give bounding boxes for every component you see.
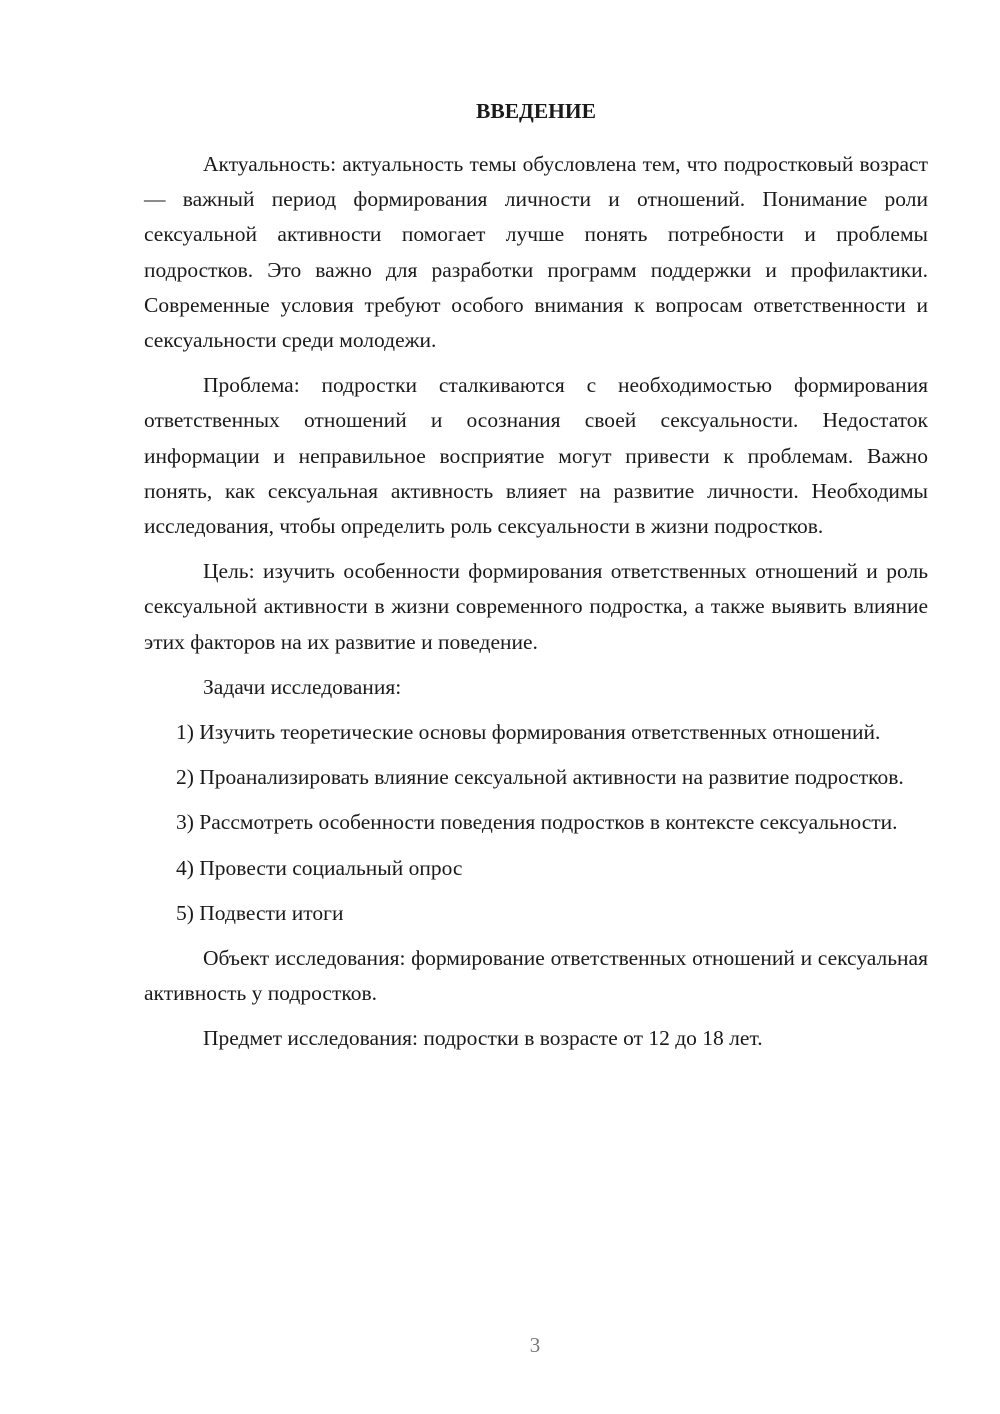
tasks-heading: Задачи исследования: (203, 674, 402, 699)
task-item: 5) Подвести итоги (176, 900, 344, 925)
page-number: 3 (529, 1333, 541, 1357)
goal-paragraph: Цель: изучить особенности формирования ответственных отношений и роль сексуальной активности в жизни современного подростка, а также выявить влияние этих факторов на их развитие и поведение. (144, 559, 928, 654)
research-object-paragraph: Объект исследования: формирование ответственных отношений и сексуальная активность у подростков. (144, 946, 928, 1006)
research-subject-paragraph: Предмет исследования: подростки в возрасте от 12 до 18 лет. (203, 1026, 763, 1051)
task-item: 2) Проанализировать влияние сексуальной активности на развитие подростков. (176, 765, 904, 790)
document-page (144, 95, 928, 1067)
relevance-paragraph: Актуальность: актуальность темы обусловлена тем, что подростковый возраст — важный период формирования личности и отношений. Понимание роли сексуальной активности помогает лучше понять потребности и проблемы подростков. Это важно для разработки программ поддержки и профилактики. Современные условия требуют особого внимания к вопросам ответственности и сексуальности среди молодежи. (144, 152, 928, 353)
task-item: 4) Провести социальный опрос (176, 855, 463, 880)
section-title: ВВЕДЕНИЕ (476, 99, 596, 123)
problem-paragraph: Проблема: подростки сталкиваются с необходимостью формирования ответственных отношений и осознания своей сексуальности. Недостаток информации и неправильное восприятие могут привести к проблемам. Важно понять, как сексуальная активность влияет на развитие личности. Необходимы исследования, чтобы определить роль сексуальности в жизни подростков. (144, 373, 928, 539)
task-item: 3) Рассмотреть особенности поведения подростков в контексте сексуальности. (176, 810, 898, 835)
task-item: 1) Изучить теоретические основы формирования ответственных отношений. (176, 720, 881, 745)
